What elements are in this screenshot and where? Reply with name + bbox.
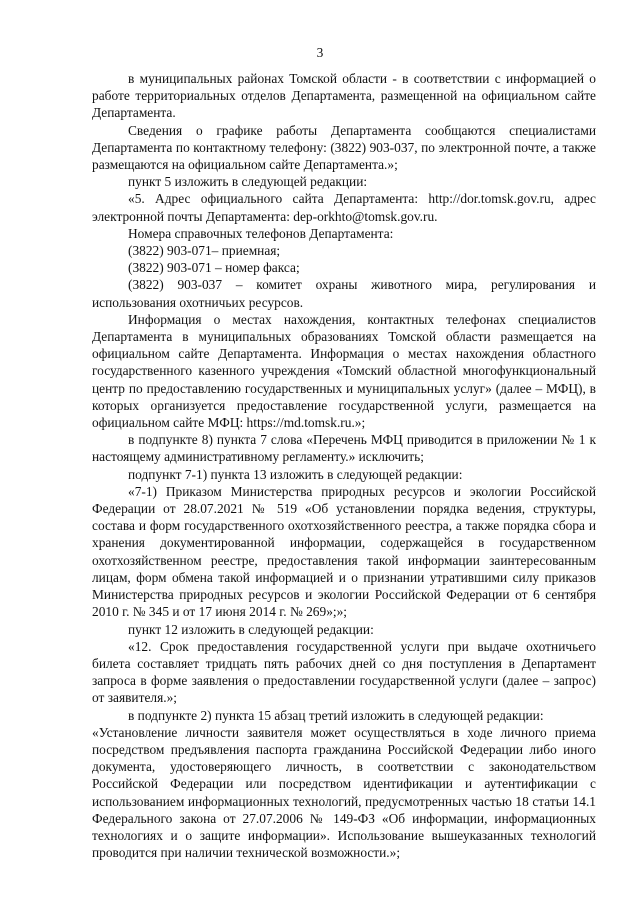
page-number: 3 xyxy=(316,45,324,60)
paragraph: пункт 5 изложить в следующей редакции: xyxy=(128,174,368,190)
document-body xyxy=(92,70,596,861)
paragraph: «5. Адрес официального сайта Департамента: http://dor.tomsk.gov.ru, адрес электронной почты Департамента: dep-orkhto@tomsk.gov.ru. xyxy=(92,191,596,224)
paragraph: пункт 12 изложить в следующей редакции: xyxy=(128,621,374,637)
paragraph: Сведения о графике работы Департамента сообщаются специалистами Департамента по контактному телефону: (3822) 903-037, по электронной почте, а также размещаются на официальном сайте Департамента.»; xyxy=(92,122,596,173)
paragraph: (3822) 903-071– приемная; xyxy=(128,243,281,259)
paragraph: в подпункте 8) пункта 7 слова «Перечень МФЦ приводится в приложении № 1 к настоящему административному регламенту.» исключить; xyxy=(92,432,596,465)
paragraph: «12. Срок предоставления государственной услуги при выдаче охотничьего билета составляет тридцать пять рабочих дней со дня поступления в Департамент запроса в форме заявления о предоставлении государственной услуги (далее – запрос) от заявителя.»; xyxy=(92,638,596,706)
paragraph: подпункт 7-1) пункта 13 изложить в следующей редакции: xyxy=(128,466,463,482)
paragraph: Номера справочных телефонов Департамента: xyxy=(128,225,394,241)
paragraph: (3822) 903-071 – номер факса; xyxy=(128,260,300,276)
paragraph: в муниципальных районах Томской области - в соответствии с информацией о работе территориальных отделов Департамента, размещенной на официальном сайте Департамента. xyxy=(92,71,596,121)
paragraph: «Установление личности заявителя может осуществляться в ходе личного приема посредством предъявления паспорта гражданина Российской Федерации либо иного документа, удостоверяющего личность, в соответствии с законодательством Российской Федерации или посредством идентификации и аутентификации с использованием информационных технологий, предусмотренных частью 18 статьи 14.1 Федерального закона от 27.07.2006 № 149-ФЗ «Об информации, информационных технологиях и о защите информации». Использование вышеуказанных технологий проводится при наличии технической возможности.»; xyxy=(92,724,596,861)
paragraph: в подпункте 2) пункта 15 абзац третий изложить в следующей редакции: xyxy=(128,707,544,723)
paragraph: Информация о местах нахождения, контактных телефонах специалистов Департамента в муниципальных образованиях Томской области размещается на официальном сайте Департамента. Информация о местах нахождения областного государственного казенного учреждения «Томский областной многофункциональный центр по предоставлению государственных и муниципальных услуг» (далее – МФЦ), в которых организуется предоставление государственной услуги, размещается на официальном сайте МФЦ: https://md.tomsk.ru.»; xyxy=(92,311,596,431)
paragraph: «7-1) Приказом Министерства природных ресурсов и экологии Российской Федерации от 28.07.2021 № 519 «Об установлении порядка ведения, структуры, состава и форм государственного охотхозяйственного реестра, а также порядка сбора и хранения документированной информации, содержащейся в государственном охотхозяйственном реестре, предоставления такой информации заинтересованным лицам, форм обмена такой информацией и о признании утратившими силу приказов Министерства природных ресурсов и экологии Российской Федерации от 6 сентября 2010 г. № 345 и от 17 июня 2014 г. № 269»;»; xyxy=(92,483,596,620)
paragraph: (3822) 903-037 – комитет охраны животного мира, регулирования и использования охотничьих ресурсов. xyxy=(92,277,596,310)
